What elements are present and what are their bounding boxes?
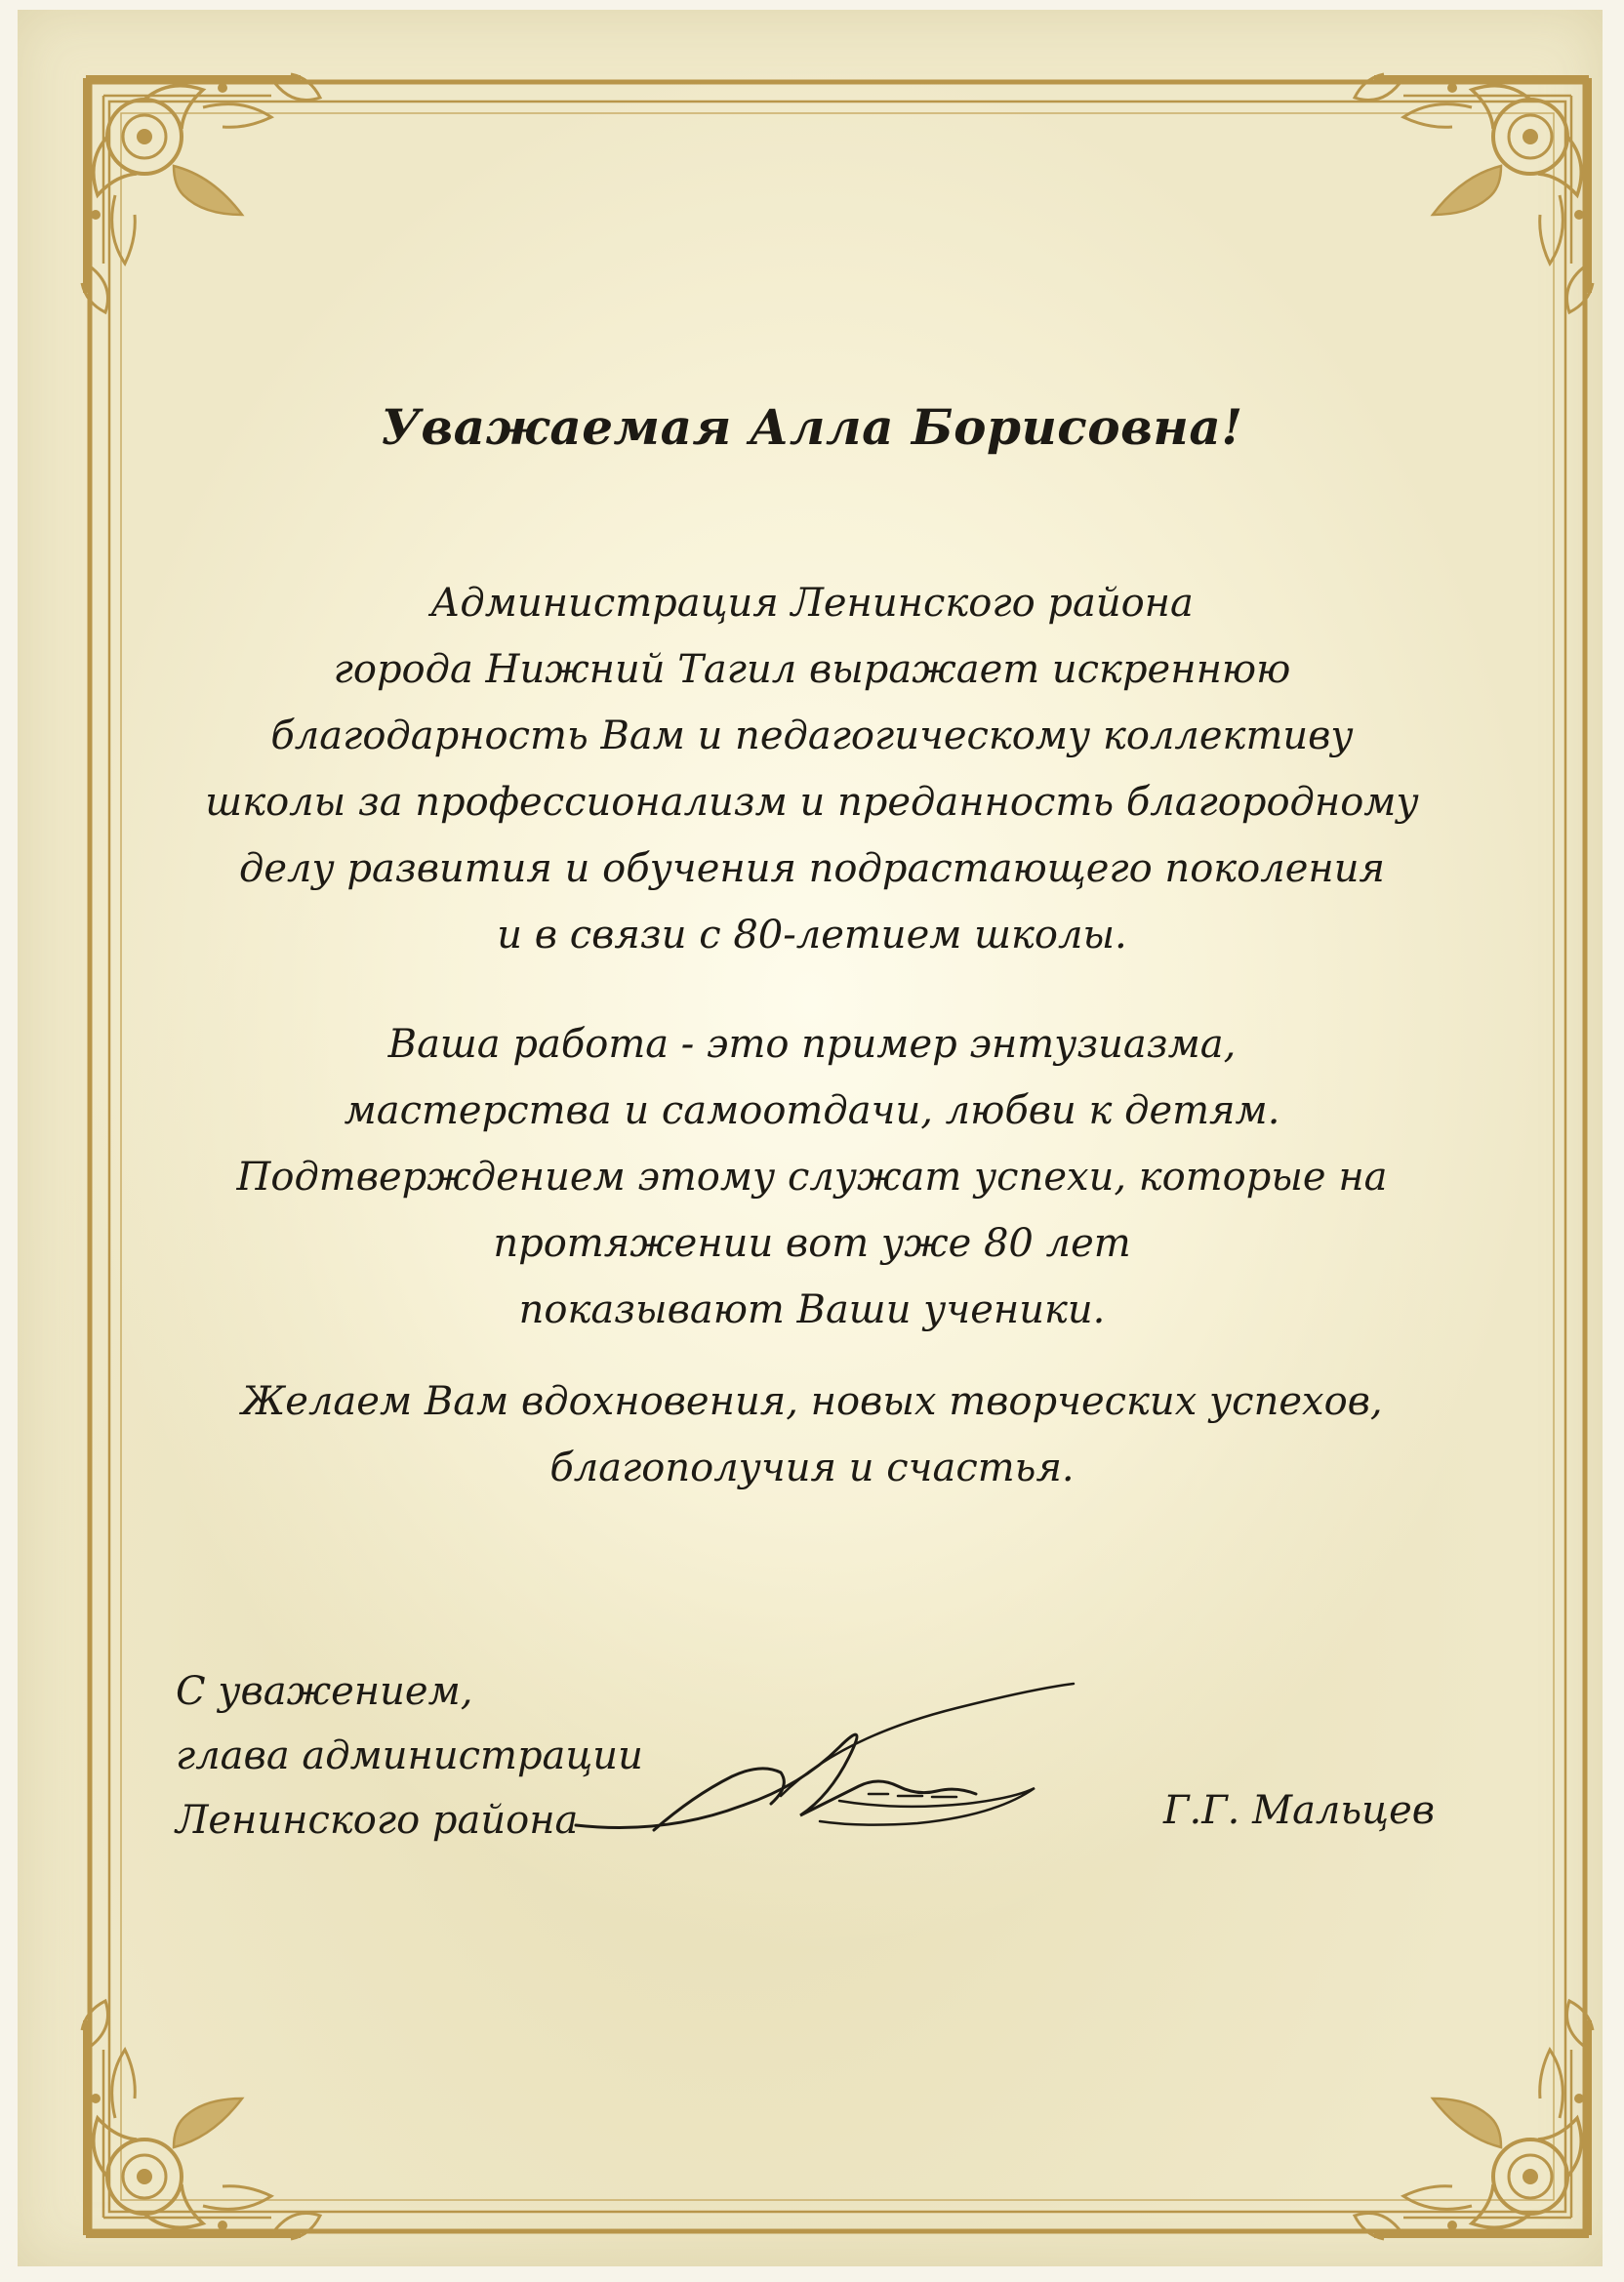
paragraph-line: города Нижний Тагил выражает искреннюю xyxy=(333,647,1291,692)
corner-ornament-bottom-left-icon xyxy=(82,2001,320,2239)
paragraph-gratitude xyxy=(0,570,1624,968)
paragraph-work xyxy=(0,1011,1624,1343)
paragraph-wishes xyxy=(0,1368,1624,1501)
closing-line: Ленинского района xyxy=(176,1798,579,1843)
paragraph-line: благополучия и счастья. xyxy=(549,1446,1075,1490)
paragraph-line: протяжении вот уже 80 лет xyxy=(493,1221,1131,1266)
paragraph-line: мастерства и самоотдачи, любви к детям. xyxy=(344,1088,1280,1133)
paragraph-line: Администрация Ленинского района xyxy=(430,581,1194,626)
handwritten-signature xyxy=(547,1679,1093,1874)
greeting: Уважаемая Алла Борисовна! xyxy=(381,398,1243,456)
signer-name: Г.Г. Мальцев xyxy=(1163,1788,1436,1833)
paragraph-line: школы за профессионализм и преданность благородному xyxy=(205,780,1419,825)
paragraph-line: и в связи с 80-летием школы. xyxy=(497,913,1127,958)
paragraph-line: Подтверждением этому служат успехи, которые на xyxy=(236,1155,1388,1200)
paragraph-line: Ваша работа - это пример энтузиазма, xyxy=(387,1022,1237,1067)
corner-ornament-top-right-icon xyxy=(1355,74,1593,312)
paragraph-line: делу развития и обучения подрастающего поколения xyxy=(239,846,1385,891)
closing-line: С уважением, xyxy=(176,1669,473,1714)
closing-line: глава администрации xyxy=(176,1733,643,1778)
corner-ornament-top-left-icon xyxy=(82,74,320,312)
paragraph-line: Желаем Вам вдохновения, новых творческих успехов, xyxy=(241,1379,1383,1424)
paragraph-line: благодарность Вам и педагогическому коллективу xyxy=(270,713,1354,758)
paragraph-line: показывают Ваши ученики. xyxy=(518,1287,1106,1332)
corner-ornament-bottom-right-icon xyxy=(1355,2001,1593,2239)
